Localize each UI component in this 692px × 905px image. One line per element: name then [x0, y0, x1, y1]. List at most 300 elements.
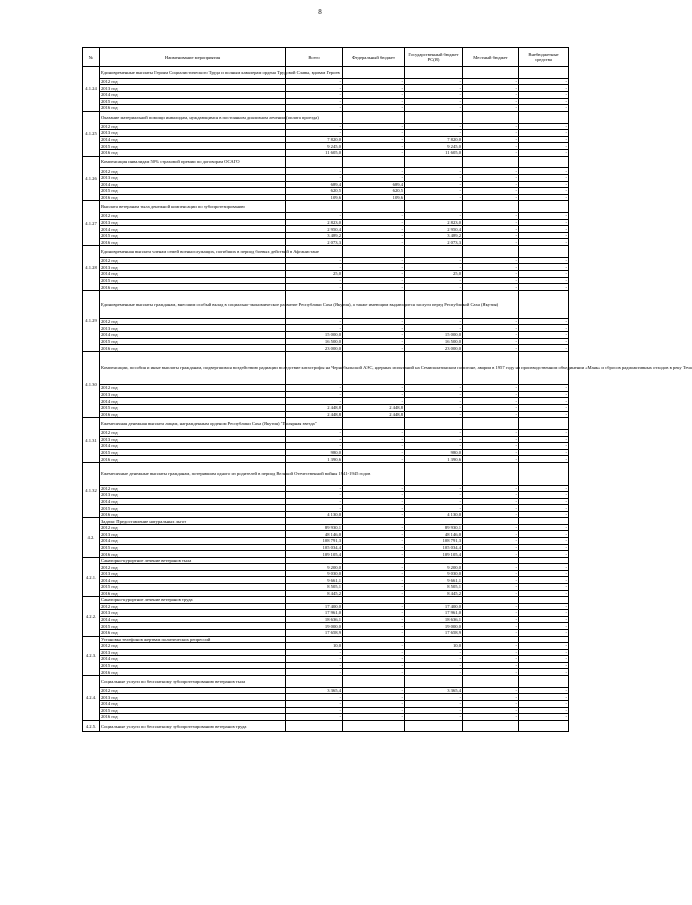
amount-cell: -	[463, 168, 519, 175]
amount-cell: 109 105,4	[286, 551, 343, 558]
amount-cell: -	[343, 130, 405, 137]
year-label: 2015 год	[100, 662, 286, 669]
empty-cell	[405, 156, 463, 168]
amount-cell: -	[343, 511, 405, 518]
amount-cell: -	[405, 505, 463, 512]
amount-cell: 17 961,0	[286, 610, 343, 617]
amount-cell: -	[519, 577, 569, 584]
amount-cell: -	[519, 610, 569, 617]
year-label: 2013 год	[100, 130, 286, 137]
amount-cell: -	[519, 239, 569, 246]
amount-cell: -	[343, 449, 405, 456]
amount-cell: -	[519, 498, 569, 505]
empty-cell	[463, 720, 519, 732]
year-row	[83, 271, 569, 278]
amount-cell: 11 605,0	[286, 149, 343, 156]
amount-cell: 2 448,8	[343, 411, 405, 418]
amount-cell: -	[463, 257, 519, 264]
year-row	[83, 149, 569, 156]
amount-cell: -	[343, 443, 405, 450]
year-label: 2014 год	[100, 616, 286, 623]
budget-table	[82, 47, 692, 732]
empty-cell	[463, 156, 519, 168]
measure-number: 4.1.27	[83, 201, 100, 246]
amount-cell: -	[463, 318, 519, 325]
amount-cell: -	[519, 385, 569, 392]
year-row	[83, 443, 569, 450]
amount-cell: -	[463, 404, 519, 411]
amount-cell: -	[519, 492, 569, 499]
empty-cell	[519, 462, 569, 485]
amount-cell: -	[343, 564, 405, 571]
year-row	[83, 577, 569, 584]
year-row	[83, 505, 569, 512]
amount-cell: -	[463, 149, 519, 156]
measure-number: 4.1.25	[83, 111, 100, 156]
year-label: 2013 год	[100, 436, 286, 443]
amount-cell: 2 823,0	[405, 219, 463, 226]
measure-name: Единовременные выплаты гражданам, внесшим особый вклад в социально-экономическое развитие Республики Саха (Якутия), а также имеющим выдающиеся заслуги перед Республикой Саха (Якутия)	[100, 290, 286, 318]
amount-cell: -	[343, 662, 405, 669]
measure-number: 4.1.28	[83, 246, 100, 291]
amount-cell: 2 073,3	[286, 239, 343, 246]
amount-cell: -	[463, 226, 519, 233]
amount-cell: -	[463, 123, 519, 130]
year-row	[83, 687, 569, 694]
year-label: 2012 год	[100, 429, 286, 436]
amount-cell: -	[343, 610, 405, 617]
amount-cell: -	[463, 714, 519, 721]
amount-cell: 25,0	[405, 271, 463, 278]
amount-cell: -	[519, 623, 569, 630]
amount-cell: -	[519, 136, 569, 143]
amount-cell: -	[405, 85, 463, 92]
measure-name: Санаторно-курортное лечение ветеранов тыла	[100, 557, 286, 563]
amount-cell: -	[519, 700, 569, 707]
amount-cell: 109,6	[343, 194, 405, 201]
amount-cell: -	[286, 662, 343, 669]
amount-cell: -	[343, 332, 405, 339]
amount-cell: -	[286, 318, 343, 325]
amount-cell: -	[519, 590, 569, 597]
year-label: 2013 год	[100, 264, 286, 271]
year-row	[83, 714, 569, 721]
amount-cell: -	[463, 345, 519, 352]
amount-cell: -	[519, 168, 569, 175]
amount-cell: -	[463, 411, 519, 418]
amount-cell: -	[286, 277, 343, 284]
amount-cell: -	[343, 656, 405, 663]
amount-cell: -	[343, 531, 405, 538]
amount-cell: -	[405, 264, 463, 271]
amount-cell: -	[405, 649, 463, 656]
amount-cell: -	[519, 149, 569, 156]
empty-cell	[519, 111, 569, 123]
amount-cell: -	[405, 498, 463, 505]
amount-cell: -	[286, 443, 343, 450]
amount-cell: 15 000,0	[405, 332, 463, 339]
amount-cell: 19 000,0	[405, 623, 463, 630]
measure-number: 4.2.3.	[83, 636, 100, 675]
amount-cell: -	[343, 105, 405, 112]
amount-cell: -	[343, 123, 405, 130]
amount-cell: 2 073,3	[405, 239, 463, 246]
year-row	[83, 449, 569, 456]
year-label: 2016 год	[100, 194, 286, 201]
amount-cell: -	[343, 687, 405, 694]
year-row	[83, 485, 569, 492]
amount-cell: 620,5	[343, 188, 405, 195]
amount-cell: -	[519, 181, 569, 188]
year-label: 2014 год	[100, 577, 286, 584]
amount-cell: -	[463, 219, 519, 226]
empty-cell	[519, 201, 569, 213]
amount-cell: -	[519, 91, 569, 98]
year-label: 2012 год	[100, 642, 286, 649]
amount-cell: 3 489,2	[286, 232, 343, 239]
amount-cell: -	[286, 485, 343, 492]
amount-cell: -	[343, 538, 405, 545]
amount-cell: -	[519, 687, 569, 694]
empty-cell	[405, 675, 463, 687]
year-row	[83, 429, 569, 436]
amount-cell: -	[519, 277, 569, 284]
amount-cell: -	[463, 570, 519, 577]
amount-cell: -	[463, 590, 519, 597]
amount-cell: -	[519, 694, 569, 701]
amount-cell: -	[463, 610, 519, 617]
amount-cell: -	[519, 271, 569, 278]
amount-cell: -	[405, 411, 463, 418]
amount-cell: -	[463, 436, 519, 443]
measure-name: Установка телефонов жертвам политических репрессий	[100, 636, 286, 642]
year-row	[83, 700, 569, 707]
empty-cell	[343, 675, 405, 687]
year-row	[83, 694, 569, 701]
amount-cell: -	[463, 338, 519, 345]
empty-cell	[519, 290, 569, 318]
amount-cell: 8 505,1	[405, 584, 463, 591]
amount-cell: 17 400,0	[286, 603, 343, 610]
amount-cell: -	[343, 707, 405, 714]
section-row	[83, 246, 569, 258]
amount-cell: -	[519, 649, 569, 656]
year-label: 2016 год	[100, 629, 286, 636]
amount-cell: -	[463, 616, 519, 623]
empty-cell	[519, 720, 569, 732]
amount-cell: -	[519, 391, 569, 398]
section-row	[83, 418, 569, 430]
year-row	[83, 623, 569, 630]
amount-cell: -	[519, 105, 569, 112]
year-label: 2015 год	[100, 584, 286, 591]
amount-cell: -	[405, 436, 463, 443]
year-label: 2012 год	[100, 78, 286, 85]
amount-cell: -	[519, 404, 569, 411]
amount-cell: 19 000,0	[286, 623, 343, 630]
year-label: 2013 год	[100, 174, 286, 181]
section-row	[83, 351, 569, 384]
year-row	[83, 656, 569, 663]
year-label: 2014 год	[100, 332, 286, 339]
year-row	[83, 345, 569, 352]
amount-cell: -	[519, 318, 569, 325]
amount-cell: -	[405, 391, 463, 398]
amount-cell: 17 658,9	[286, 629, 343, 636]
amount-cell: -	[343, 590, 405, 597]
year-label: 2015 год	[100, 338, 286, 345]
empty-cell	[343, 67, 405, 79]
amount-cell: -	[463, 105, 519, 112]
section-row	[83, 156, 569, 168]
amount-cell: -	[463, 694, 519, 701]
amount-cell: -	[463, 332, 519, 339]
year-label: 2015 год	[100, 544, 286, 551]
amount-cell: -	[519, 332, 569, 339]
year-label: 2014 год	[100, 443, 286, 450]
amount-cell: -	[519, 398, 569, 405]
amount-cell: -	[286, 391, 343, 398]
amount-cell: -	[463, 98, 519, 105]
amount-cell: -	[343, 385, 405, 392]
amount-cell: -	[463, 391, 519, 398]
amount-cell: -	[343, 429, 405, 436]
year-row	[83, 590, 569, 597]
header-local-budget: Местный бюджет	[463, 48, 519, 67]
amount-cell: -	[519, 505, 569, 512]
amount-cell: -	[519, 194, 569, 201]
amount-cell: 2 823,0	[286, 219, 343, 226]
amount-cell: -	[405, 78, 463, 85]
amount-cell: -	[519, 174, 569, 181]
measure-name: Единовременная выплата членам семей военнослужащих, погибших в период боевых действий в Афганистане	[100, 246, 286, 258]
year-label: 2016 год	[100, 714, 286, 721]
amount-cell: 10,0	[286, 642, 343, 649]
year-label: 2016 год	[100, 239, 286, 246]
amount-cell: -	[463, 174, 519, 181]
year-label: 2012 год	[100, 687, 286, 694]
amount-cell: -	[519, 123, 569, 130]
year-label: 2014 год	[100, 181, 286, 188]
amount-cell: -	[343, 271, 405, 278]
amount-cell: -	[343, 277, 405, 284]
amount-cell: -	[519, 345, 569, 352]
amount-cell: -	[343, 85, 405, 92]
amount-cell: 16 500,0	[286, 338, 343, 345]
year-row	[83, 616, 569, 623]
amount-cell: 17 658,9	[405, 629, 463, 636]
amount-cell: -	[519, 429, 569, 436]
measure-name: Ежемесячные денежные выплаты гражданам, потерявшим одного из родителей в период Великой Отечественной войны 1941-1945 годов	[100, 462, 286, 485]
year-label: 2015 год	[100, 505, 286, 512]
measure-name: Социальные услуги по бесплатному зубопротезированию ветеранов труда	[100, 720, 286, 732]
amount-cell: -	[463, 130, 519, 137]
amount-cell: 109 105,4	[405, 551, 463, 558]
amount-cell: -	[463, 264, 519, 271]
amount-cell: 17 961,0	[405, 610, 463, 617]
amount-cell: -	[405, 714, 463, 721]
amount-cell: -	[519, 98, 569, 105]
year-row	[83, 85, 569, 92]
amount-cell: -	[463, 181, 519, 188]
year-label: 2012 год	[100, 524, 286, 531]
year-row	[83, 78, 569, 85]
amount-cell: -	[405, 181, 463, 188]
year-label: 2015 год	[100, 623, 286, 630]
amount-cell: -	[463, 623, 519, 630]
amount-cell: 105 034,4	[286, 544, 343, 551]
amount-cell: -	[343, 544, 405, 551]
year-row	[83, 232, 569, 239]
amount-cell: -	[286, 714, 343, 721]
amount-cell: 7 820,0	[405, 136, 463, 143]
amount-cell: 2 448,8	[286, 404, 343, 411]
measure-number: 4.1.31	[83, 418, 100, 463]
measure-name: Санаторно-курортное лечение ветеранов труда	[100, 597, 286, 603]
amount-cell: 2 448,8	[343, 404, 405, 411]
amount-cell: -	[463, 662, 519, 669]
amount-cell: -	[519, 629, 569, 636]
amount-cell: 4 130,0	[286, 511, 343, 518]
amount-cell: 9 245,0	[405, 143, 463, 150]
year-row	[83, 174, 569, 181]
year-label: 2013 год	[100, 570, 286, 577]
empty-cell	[463, 246, 519, 258]
amount-cell: -	[519, 232, 569, 239]
amount-cell: -	[343, 505, 405, 512]
year-row	[83, 492, 569, 499]
amount-cell: -	[519, 264, 569, 271]
amount-cell: -	[405, 404, 463, 411]
year-row	[83, 130, 569, 137]
year-row	[83, 669, 569, 676]
year-row	[83, 511, 569, 518]
measure-number: 4.1.24	[83, 67, 100, 112]
amount-cell: -	[286, 91, 343, 98]
amount-cell: -	[463, 443, 519, 450]
amount-cell: -	[463, 78, 519, 85]
amount-cell: -	[286, 257, 343, 264]
year-label: 2014 год	[100, 538, 286, 545]
amount-cell: -	[405, 318, 463, 325]
year-row	[83, 404, 569, 411]
amount-cell: 105 034,4	[405, 544, 463, 551]
amount-cell: -	[463, 271, 519, 278]
amount-cell: -	[519, 78, 569, 85]
year-label: 2014 год	[100, 398, 286, 405]
amount-cell: 9 030,0	[286, 570, 343, 577]
year-row	[83, 551, 569, 558]
empty-cell	[343, 246, 405, 258]
amount-cell: -	[519, 226, 569, 233]
amount-cell: 980,0	[405, 449, 463, 456]
year-label: 2015 год	[100, 232, 286, 239]
amount-cell: 48 146,0	[286, 531, 343, 538]
amount-cell: -	[463, 91, 519, 98]
amount-cell: -	[463, 538, 519, 545]
empty-cell	[343, 156, 405, 168]
empty-cell	[519, 156, 569, 168]
amount-cell: -	[463, 284, 519, 291]
year-label: 2014 год	[100, 136, 286, 143]
amount-cell: -	[343, 577, 405, 584]
year-row	[83, 391, 569, 398]
amount-cell: -	[405, 700, 463, 707]
amount-cell: -	[405, 325, 463, 332]
year-label: 2012 год	[100, 485, 286, 492]
amount-cell: 9 661,1	[286, 577, 343, 584]
amount-cell: -	[343, 398, 405, 405]
amount-cell: -	[519, 714, 569, 721]
amount-cell: 23 000,0	[286, 345, 343, 352]
header-state-budget: Государственный бюджет РС(Я)	[405, 48, 463, 67]
amount-cell: -	[343, 143, 405, 150]
amount-cell: -	[463, 531, 519, 538]
measure-number: 4.2.1.	[83, 557, 100, 596]
year-label: 2014 год	[100, 226, 286, 233]
measure-name: Оказание материальной помощи инвалидам, нуждающимся в постоянном диализном лечении (оплата проезда)	[100, 111, 286, 123]
amount-cell: -	[405, 669, 463, 676]
year-label: 2012 год	[100, 385, 286, 392]
amount-cell: -	[463, 492, 519, 499]
empty-cell	[463, 462, 519, 485]
amount-cell: -	[286, 707, 343, 714]
empty-cell	[463, 201, 519, 213]
amount-cell: -	[463, 239, 519, 246]
year-label: 2014 год	[100, 656, 286, 663]
year-row	[83, 226, 569, 233]
amount-cell: 9 245,0	[286, 143, 343, 150]
year-row	[83, 168, 569, 175]
amount-cell: -	[405, 492, 463, 499]
empty-cell	[343, 111, 405, 123]
amount-cell: 48 146,0	[405, 531, 463, 538]
amount-cell: -	[519, 436, 569, 443]
amount-cell: -	[343, 669, 405, 676]
amount-cell: -	[405, 188, 463, 195]
amount-cell: 18 636,1	[405, 616, 463, 623]
year-label: 2016 год	[100, 669, 286, 676]
amount-cell: -	[286, 398, 343, 405]
year-label: 2012 год	[100, 257, 286, 264]
year-row	[83, 498, 569, 505]
amount-cell: -	[463, 449, 519, 456]
empty-cell	[405, 246, 463, 258]
year-label: 2015 год	[100, 707, 286, 714]
empty-cell	[286, 675, 343, 687]
amount-cell: -	[519, 143, 569, 150]
amount-cell: -	[519, 531, 569, 538]
amount-cell: -	[343, 264, 405, 271]
year-row	[83, 544, 569, 551]
amount-cell: -	[405, 398, 463, 405]
amount-cell: -	[519, 449, 569, 456]
amount-cell: -	[463, 485, 519, 492]
empty-cell	[405, 67, 463, 79]
amount-cell: -	[343, 456, 405, 463]
measure-number: 4.2.5.	[83, 720, 100, 732]
amount-cell: 108 791,3	[405, 538, 463, 545]
year-label: 2016 год	[100, 105, 286, 112]
amount-cell: -	[519, 338, 569, 345]
amount-cell: -	[519, 707, 569, 714]
amount-cell: -	[463, 544, 519, 551]
empty-cell	[519, 67, 569, 79]
year-label: 2014 год	[100, 91, 286, 98]
amount-cell: -	[463, 707, 519, 714]
amount-cell: -	[519, 524, 569, 531]
year-label: 2012 год	[100, 123, 286, 130]
